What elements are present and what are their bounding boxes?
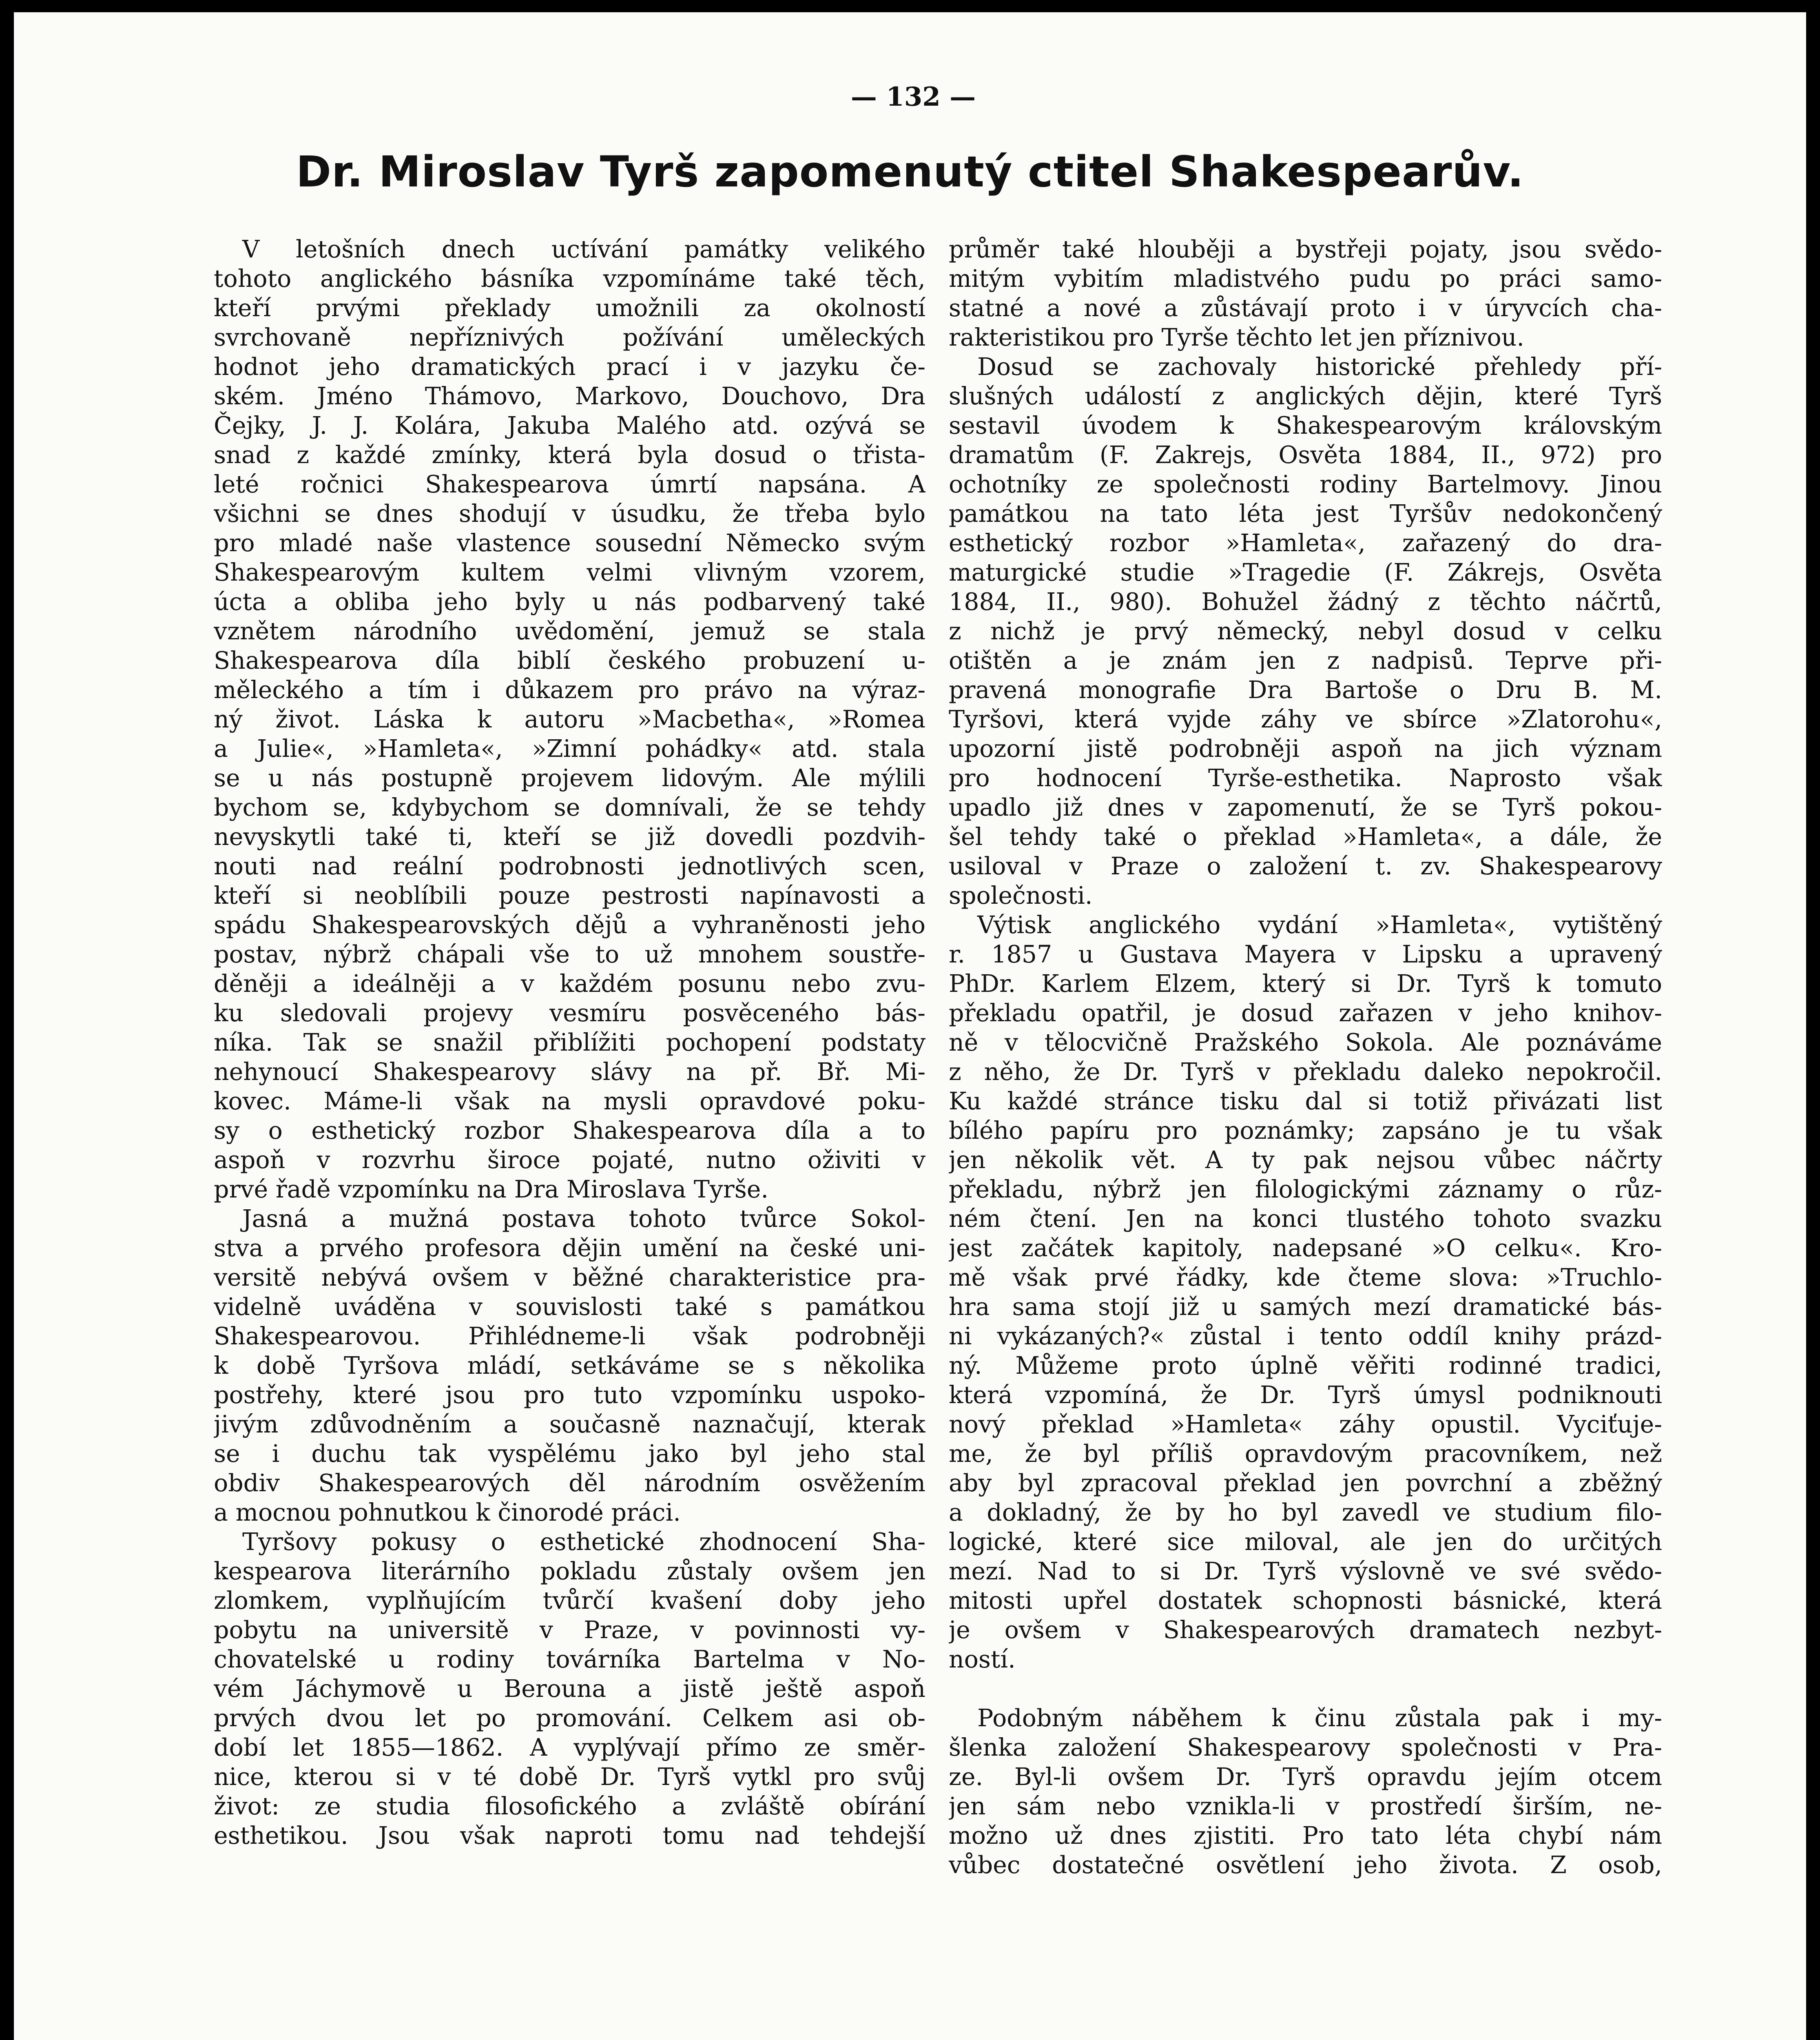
text-line: stva a prvého profesora dějin umění na české uni- (214, 1234, 925, 1262)
text-line: Shakespearova díla biblí českého probuzení u- (214, 647, 925, 674)
text-line: mezí. Nad to si Dr. Tyrš výslovně ve své svědo- (949, 1557, 1662, 1585)
text-line: otištěn a je znám jen z nadpisů. Teprve při- (949, 647, 1662, 674)
text-line: vznětem národního uvědomění, jemuž se stala (214, 617, 925, 645)
text-line: nehynoucí Shakespearovy slávy na př. Bř. Mi- (214, 1058, 925, 1086)
text-line: mitým vybitím mladistvého pudu po práci samo- (949, 265, 1662, 293)
text-line: se i duchu tak vyspělému jako byl jeho stal (214, 1440, 925, 1468)
text-line: šel tehdy také o překlad »Hamleta«, a dále, že (949, 823, 1662, 851)
text-line: kespearova literárního pokladu zůstaly ovšem jen (214, 1557, 925, 1585)
text-line: pro hodnocení Tyrše-esthetika. Naprosto však (949, 764, 1662, 792)
text-line: k době Tyršova mládí, setkáváme se s několika (214, 1352, 925, 1379)
text-line: leté ročnici Shakespearova úmrtí napsána. A (214, 470, 925, 498)
text-line: jen několik vět. A ty pak nejsou vůbec náčrty (949, 1146, 1662, 1174)
text-line: Shakespearovou. Přihlédneme-li však podrobněji (214, 1322, 925, 1350)
text-line: Podobným náběhem k činu zůstala pak i my- (977, 1704, 1662, 1732)
text-line: slušných událostí z anglických dějin, které Tyrš (949, 382, 1662, 410)
text-line: Tyršovi, která vyjde záhy ve sbírce »Zlatorohu«, (949, 705, 1662, 733)
text-line: ském. Jméno Thámovo, Markovo, Douchovo, Dra (214, 382, 925, 410)
text-line: prvé řadě vzpomínku na Dra Miroslava Tyrše. (214, 1175, 768, 1203)
text-line: průměr také hlouběji a bystřeji pojaty, jsou svědo- (949, 235, 1662, 263)
text-line: nový překlad »Hamleta« záhy opustil. Vyciťuje- (949, 1410, 1662, 1438)
text-line: nice, kterou si v té době Dr. Tyrš vytkl pro svůj (214, 1763, 925, 1791)
paragraph-gap (949, 1674, 1662, 1703)
text-line: z něho, že Dr. Tyrš v překladu daleko nepokročil. (949, 1058, 1662, 1086)
text-line: postav, nýbrž chápali vše to už mnohem soustře- (214, 940, 925, 968)
text-line: snad z každé zmínky, která byla dosud o třista- (214, 441, 925, 469)
text-line: ochotníky ze společnosti rodiny Bartelmovy. Jinou (949, 470, 1662, 498)
text-line: kteří prvými překlady umožnili za okolností (214, 294, 925, 322)
text-line: mě však prvé řádky, kde čteme slova: »Truchlo- (949, 1264, 1662, 1291)
text-line: me, že byl příliš opravdovým pracovníkem, než (949, 1440, 1662, 1468)
right-text-column (949, 235, 1662, 2040)
page-number: — 132 — (850, 82, 976, 112)
text-line: jivým zdůvodněním a současně naznačují, kterak (214, 1410, 925, 1438)
text-line: Čejky, J. J. Kolára, Jakuba Malého atd. ozývá se (214, 412, 925, 439)
text-line: společnosti. (949, 882, 1093, 909)
text-line: hodnot jeho dramatických prací i v jazyku če- (214, 353, 925, 381)
text-line: měleckého a tím i důkazem pro právo na výraz- (214, 676, 925, 704)
text-line: a dokladný, že by ho byl zavedl ve studium filo- (949, 1499, 1662, 1526)
text-line: upadlo již dnes v zapomenutí, že se Tyrš pokou- (949, 794, 1662, 821)
text-line: zlomkem, vyplňujícím tvůrčí kvašení doby jeho (214, 1587, 925, 1614)
article-title: Dr. Miroslav Tyrš zapomenutý ctitel Shakespearův. (296, 147, 1524, 197)
text-line: statné a nové a zůstávají proto i v úryvcích cha- (949, 294, 1662, 322)
text-line: ný život. Láska k autoru »Macbetha«, »Romea (214, 705, 925, 733)
text-line: vůbec dostatečné osvětlení jeho života. Z osob, (949, 1851, 1662, 1879)
document-page (14, 12, 1806, 2040)
text-line: dramatům (F. Zakrejs, Osvěta 1884, II., 972) pro (949, 441, 1662, 469)
text-line: nevyskytli také ti, kteří se již dovedli pozdvih- (214, 823, 925, 851)
text-line: ze. Byl-li ovšem Dr. Tyrš opravdu jejím otcem (949, 1763, 1662, 1791)
text-line: vém Jáchymově u Berouna a jistě ještě aspoň (214, 1675, 925, 1703)
text-line: sestavil úvodem k Shakespearovým královským (949, 412, 1662, 439)
text-line: níka. Tak se snažil přiblížiti pochopení podstaty (214, 1029, 925, 1056)
text-line: život: ze studia filosofického a zvláště obírání (214, 1792, 925, 1820)
text-line: je ovšem v Shakespearových dramatech nezbyt- (949, 1616, 1662, 1644)
text-line: hra sama stojí již u samých mezí dramatické bás- (949, 1293, 1662, 1321)
text-line: svrchovaně nepříznivých požívání uměleckých (214, 324, 925, 351)
text-line: ni vykázaných?« zůstal i tento oddíl knihy prázd- (949, 1322, 1662, 1350)
text-line: Jasná a mužná postava tohoto tvůrce Sokol- (242, 1205, 925, 1233)
text-line: a mocnou pohnutkou k činorodé práci. (214, 1499, 681, 1526)
text-line: ně v tělocvičně Pražského Sokola. Ale poznáváme (949, 1029, 1662, 1056)
text-line: nouti nad reální podrobnosti jednotlivých scen, (214, 852, 925, 880)
text-line: ností. (949, 1645, 1016, 1673)
left-text-column (214, 235, 925, 2040)
text-line: pravená monografie Dra Bartoše o Dru B. M. (949, 676, 1662, 704)
text-line: jest začátek kapitoly, nadepsané »O celku«. Kro- (949, 1234, 1662, 1262)
text-line: usiloval v Praze o založení t. zv. Shakespearovy (949, 852, 1662, 880)
text-line: ku sledovali projevy vesmíru posvěceného bás- (214, 999, 925, 1027)
text-line: Výtisk anglického vydání »Hamleta«, vytištěný (977, 911, 1662, 939)
text-line: úcta a obliba jeho byly u nás podbarvený také (214, 588, 925, 616)
text-line: r. 1857 u Gustava Mayera v Lipsku a upravený (949, 940, 1662, 968)
text-line: kovec. Máme-li však na mysli opravdové poku- (214, 1087, 925, 1115)
text-line: chovatelské u rodiny továrníka Bartelma v No- (214, 1645, 925, 1673)
text-line: versitě nebývá ovšem v běžné charakteristice pra- (214, 1264, 925, 1291)
text-line: aspoň v rozvrhu široce pojaté, nutno oživiti v (214, 1146, 925, 1174)
text-line: dobí let 1855—1862. A vyplývají přímo ze směr- (214, 1734, 925, 1761)
text-line: děněji a ideálněji a v každém posunu nebo zvu- (214, 970, 925, 998)
text-line: maturgické studie »Tragedie (F. Zákrejs, Osvěta (949, 559, 1662, 586)
text-line: Shakespearovým kultem velmi vlivným vzorem, (214, 559, 925, 586)
text-line: bílého papíru pro poznámky; zapsáno je tu však (949, 1117, 1662, 1144)
text-line: prvých dvou let po promování. Celkem asi ob- (214, 1704, 925, 1732)
text-line: Dosud se zachovaly historické přehledy pří- (977, 353, 1662, 381)
text-line: překladu, nýbrž jen filologickými záznamy o růz- (949, 1175, 1662, 1203)
text-line: ném čtení. Jen na konci tlustého tohoto svazku (949, 1205, 1662, 1233)
text-line: možno už dnes zjistiti. Pro tato léta chybí nám (949, 1822, 1662, 1849)
text-line: šlenka založení Shakespearovy společnosti v Pra- (949, 1734, 1662, 1761)
text-line: V letošních dnech uctívání památky velikého (242, 235, 925, 263)
text-line: ný. Můžeme proto úplně věřiti rodinné tradici, (949, 1352, 1662, 1379)
text-line: PhDr. Karlem Elzem, který si Dr. Tyrš k tomuto (949, 970, 1662, 998)
text-line: esthetikou. Jsou však naproti tomu nad tehdejší (214, 1822, 925, 1849)
text-line: Tyršovy pokusy o esthetické zhodnocení Sha- (242, 1528, 925, 1556)
text-line: jen sám nebo vznikla-li v prostředí širším, ne- (949, 1792, 1662, 1820)
text-line: rakteristikou pro Tyrše těchto let jen příznivou. (949, 324, 1524, 351)
text-line: postřehy, které jsou pro tuto vzpomínku uspoko- (214, 1381, 925, 1409)
text-line: sy o esthetický rozbor Shakespearova díla a to (214, 1117, 925, 1144)
text-line: všichni se dnes shodují v úsudku, že třeba bylo (214, 500, 925, 528)
text-line: 1884, II., 980). Bohužel žádný z těchto náčrtů, (949, 588, 1662, 616)
text-line: kteří si neoblíbili pouze pestrosti napínavosti a (214, 882, 925, 909)
text-line: upozorní jistě podrobněji aspoň na jich význam (949, 735, 1662, 763)
text-line: obdiv Shakespearových děl národním osvěžením (214, 1469, 925, 1497)
text-line: která vzpomíná, že Dr. Tyrš úmysl podniknouti (949, 1381, 1662, 1409)
text-line: pobytu na universitě v Praze, v povinnosti vy- (214, 1616, 925, 1644)
text-line: logické, které sice miloval, ale jen do určitých (949, 1528, 1662, 1556)
text-line: videlně uváděna v souvislosti také s památkou (214, 1293, 925, 1321)
text-line: bychom se, kdybychom se domnívali, že se tehdy (214, 794, 925, 821)
text-line: památkou na tato léta jest Tyršův nedokončený (949, 500, 1662, 528)
text-line: překladu opatřil, je dosud zařazen v jeho knihov- (949, 999, 1662, 1027)
text-line: a Julie«, »Hamleta«, »Zimní pohádky« atd. stala (214, 735, 925, 763)
text-line: se u nás postupně projevem lidovým. Ale mýlili (214, 764, 925, 792)
text-line: mitosti upřel dostatek schopnosti básnické, která (949, 1587, 1662, 1614)
text-line: spádu Shakespearovských dějů a vyhraněnosti jeho (214, 911, 925, 939)
text-line: Ku každé stránce tisku dal si totiž přivázati list (949, 1087, 1662, 1115)
text-line: pro mladé naše vlastence sousední Německo svým (214, 529, 925, 557)
text-line: z nichž je prvý německý, nebyl dosud v celku (949, 617, 1662, 645)
text-line: tohoto anglického básníka vzpomínáme také těch, (214, 265, 925, 293)
text-line: aby byl zpracoval překlad jen povrchní a zběžný (949, 1469, 1662, 1497)
text-line: esthetický rozbor »Hamleta«, zařazený do dra- (949, 529, 1662, 557)
